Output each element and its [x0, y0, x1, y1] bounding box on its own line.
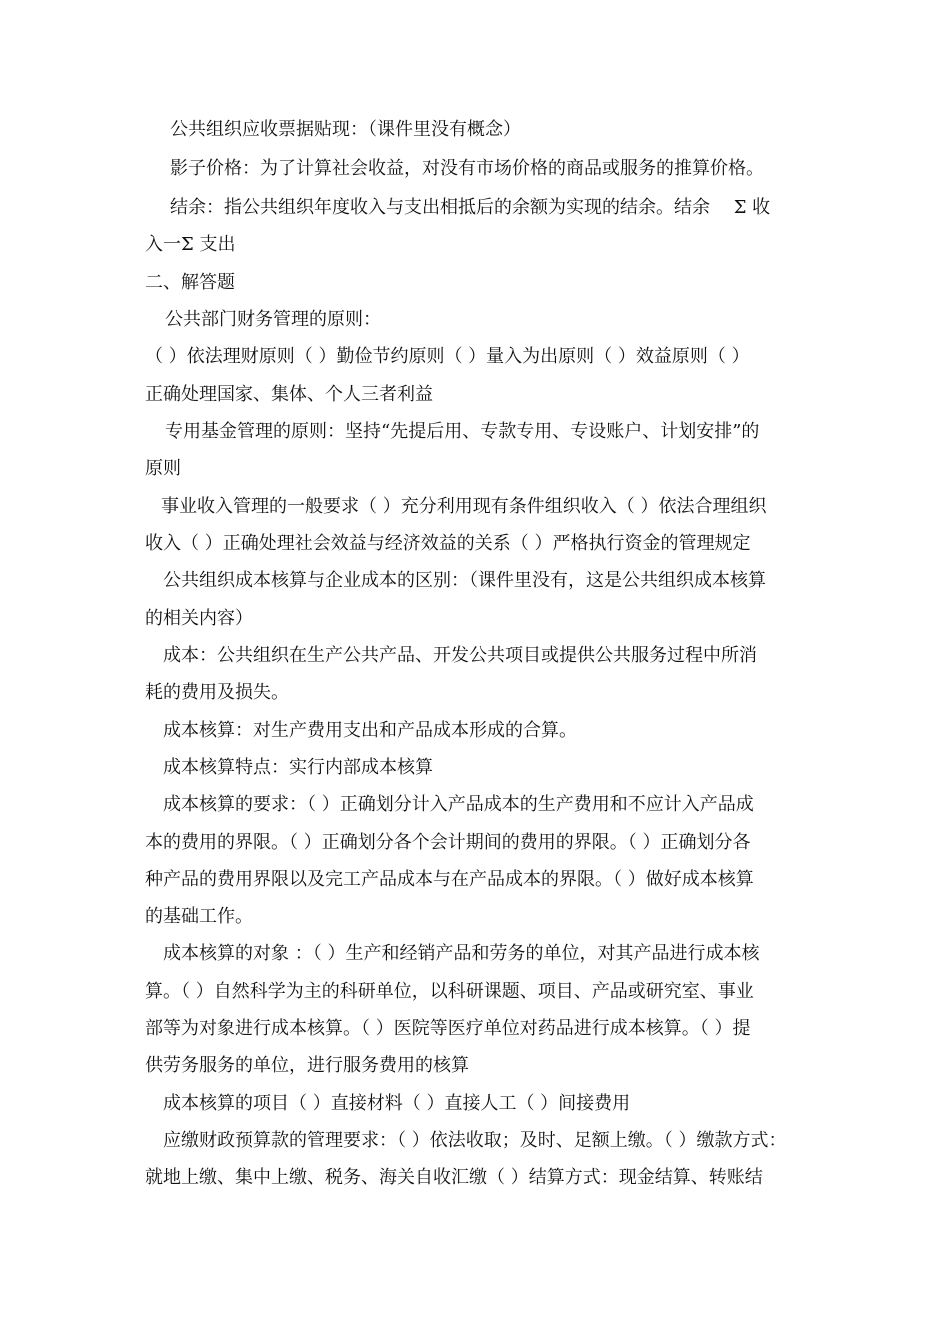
text-line-business-income-cont: 收入（ ）正确处理社会效益与经济效益的关系（ ）严格执行资金的管理规定: [145, 533, 751, 554]
text-line-business-income: 事业收入管理的一般要求（ ）充分利用现有条件组织收入（ ）依法合理组织: [161, 496, 767, 517]
text-line-cost-requirements: 成本核算的要求：（ ）正确划分计入产品成本的生产费用和不应计入产品成: [163, 794, 754, 815]
text-line-principles: （ ）依法理财原则（ ）勤俭节约原则（ ）量入为出原则（ ）效益原则（ ）: [145, 346, 750, 367]
text-line-cost-features: 成本核算特点：实行内部成本核算: [163, 757, 433, 778]
section-heading: 二、解答题: [145, 272, 235, 293]
text-line-cost-difference-cont: 的相关内容）: [145, 608, 253, 629]
text-line-cost-requirements-2: 本的费用的界限。（ ）正确划分各个会计期间的费用的界限。（ ）正确划分各: [145, 832, 751, 853]
text-line-budget-requirements: 应缴财政预算款的管理要求：（ ）依法收取；及时、足额上缴。（ ）缴款方式：: [163, 1130, 787, 1151]
text-line-receivable-discount: 公共组织应收票据贴现：（课件里没有概念）: [170, 119, 521, 140]
text-line-cost-objects-4: 供劳务服务的单位，进行服务费用的核算: [145, 1055, 469, 1076]
text-line-cost-difference: 公共组织成本核算与企业成本的区别：（课件里没有，这是公共组织成本核算: [163, 570, 766, 591]
text-line-cost-definition: 成本：公共组织在生产公共产品、开发公共项目或提供公共服务过程中所消: [163, 645, 757, 666]
text-line-cost-accounting: 成本核算：对生产费用支出和产品成本形成的合算。: [163, 720, 577, 741]
text-line-budget-requirements-2: 就地上缴、集中上缴、税务、海关自收汇缴（ ）结算方式：现金结算、转账结: [145, 1167, 763, 1188]
text-line-special-fund: 专用基金管理的原则：坚持“先提后用、专款专用、专设账户、计划安排”的: [165, 421, 760, 442]
text-line-surplus-cont: 入一Σ 支出: [145, 234, 236, 255]
text-line-cost-items: 成本核算的项目（ ）直接材料（ ）直接人工（ ）间接费用: [163, 1093, 631, 1114]
text-line-cost-objects-2: 算。（ ）自然科学为主的科研单位，以科研课题、项目、产品或研究室、事业: [145, 981, 754, 1002]
text-line-cost-definition-cont: 耗的费用及损失。: [145, 682, 289, 703]
text-line-cost-objects-3: 部等为对象进行成本核算。（ ）医院等医疗单位对药品进行成本核算。（ ）提: [145, 1018, 751, 1039]
text-line-cost-requirements-4: 的基础工作。: [145, 906, 253, 927]
text-line-cost-objects: 成本核算的对象 ：（ ）生产和经销产品和劳务的单位，对其产品进行成本核: [163, 943, 760, 964]
text-line-cost-requirements-3: 种产品的费用界限以及完工产品成本与在产品成本的界限。（ ）做好成本核算: [145, 869, 754, 890]
text-line-principles-title: 公共部门财务管理的原则：: [165, 309, 381, 330]
text-line-principles-cont: 正确处理国家、集体、个人三者利益: [145, 384, 433, 405]
text-line-shadow-price: 影子价格：为了计算社会收益，对没有市场价格的商品或服务的推算价格。: [170, 158, 764, 179]
text-line-special-fund-cont: 原则: [145, 458, 181, 479]
text-line-surplus: 结余：指公共组织年度收入与支出相抵后的余额为实现的结余。结余 Σ 收: [170, 197, 771, 218]
